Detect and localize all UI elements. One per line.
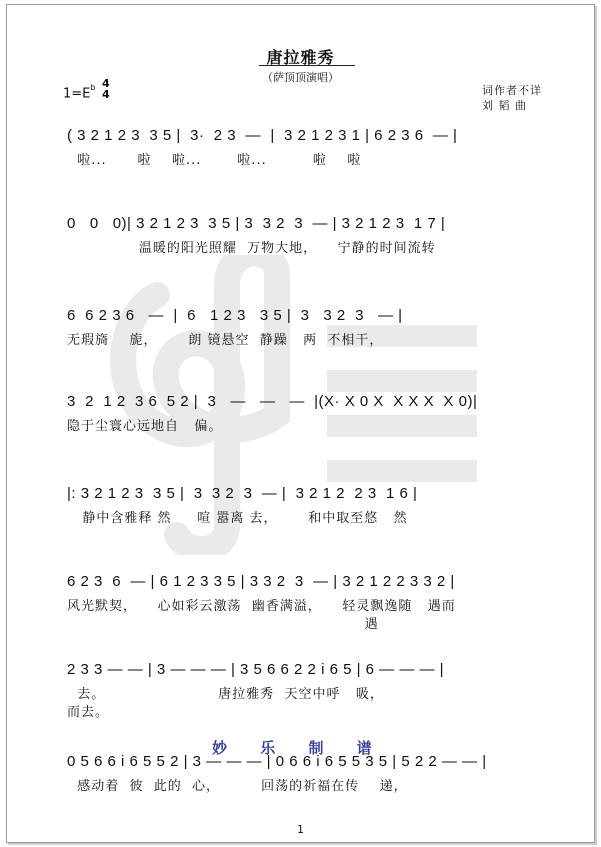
note-line: 0 5 6 6 i 6 5 5 2 | 3 — — — | 0 6 6 i 6 5 5 3 5 | 5 2 2 — — | [67, 753, 487, 770]
time-signature [102, 78, 110, 100]
lyricist: 词作者不详 [482, 84, 542, 97]
lyric-line-second: 而去。 [67, 705, 110, 720]
time-signature-bottom: 4 [102, 88, 110, 101]
note-line: |: 3 2 1 2 3 3 5 | 3 3 2 3 — | 3 2 1 2 2 3 1 6 | [67, 485, 418, 502]
lyric-line: 去。 唐拉雅秀 天空中呼 吸， [67, 687, 384, 702]
page-number: 1 [297, 823, 304, 836]
lyric-line: 啦... 啦 啦... 啦... 啦 啦 [67, 153, 362, 168]
score-system [67, 659, 557, 722]
note-line: 6 2 3 6 — | 6 1 2 3 3 5 | 3 3 2 3 — | 3 2 1 2 2 3 3 2 | [67, 573, 455, 590]
publisher-banner: 妙 乐 制 谱 [212, 739, 386, 757]
lyric-line-second: 遇 [67, 617, 379, 632]
lyric-line: 无瑕旖 旎， 朗 镜悬空 静躁 两 不相干， [67, 333, 384, 348]
score-system [67, 213, 557, 258]
time-signature-top: 4 [102, 77, 110, 90]
score-system [67, 125, 557, 170]
song-title: 唐拉雅秀 [266, 48, 335, 67]
note-line: 6 6 2 3 6 — | 6 1 2 3 3 5 | 3 3 2 3 — | [67, 307, 403, 324]
score-system [67, 483, 557, 528]
composer: 刘 韬 曲 [482, 99, 527, 112]
lyric-line: 温暖的阳光照耀 万物大地， 宁静的时间流转 [67, 241, 436, 256]
lyric-line: 静中含雅释 然 喧 嚣离 去， 和中取至悠 然 [67, 511, 408, 526]
lyric-line: 隐于尘寰心远地自 偏。 [67, 419, 223, 434]
lyric-line: 感动着 彼 此的 心， 回荡的祈福在传 递， [67, 779, 408, 794]
performer-note: （萨顶顶演唱） [262, 71, 339, 84]
key-signature [63, 85, 95, 101]
score-page [6, 4, 595, 843]
note-line: ( 3 2 1 2 3 3 5 | 3· 2 3 — | 3 2 1 2 3 1 | 6 2 3 6 — | [67, 127, 458, 144]
note-line: 3 2 1 2 3 6 5 2 | 3 — — — |(X· X 0 X X X X X 0)| [67, 393, 478, 410]
key-label: 1=E [63, 86, 91, 102]
key-accidental: b [90, 83, 96, 92]
credits [482, 83, 542, 113]
note-line: 0 0 0)| 3 2 1 2 3 3 5 | 3 3 2 3 — | 3 2 1 2 3 1 7 | [67, 215, 446, 232]
lyric-line: 风光默契， 心如彩云激荡 幽香满溢， 轻灵飘逸随 遇而 [67, 599, 456, 614]
title-underline [259, 65, 355, 66]
score-system [67, 391, 557, 436]
score-system [67, 305, 557, 350]
score-system [67, 571, 557, 634]
note-line: 2 3 3 — — | 3 — — — | 3 5 6 6 2 2 i 6 5 | 6 — — — | [67, 661, 445, 678]
